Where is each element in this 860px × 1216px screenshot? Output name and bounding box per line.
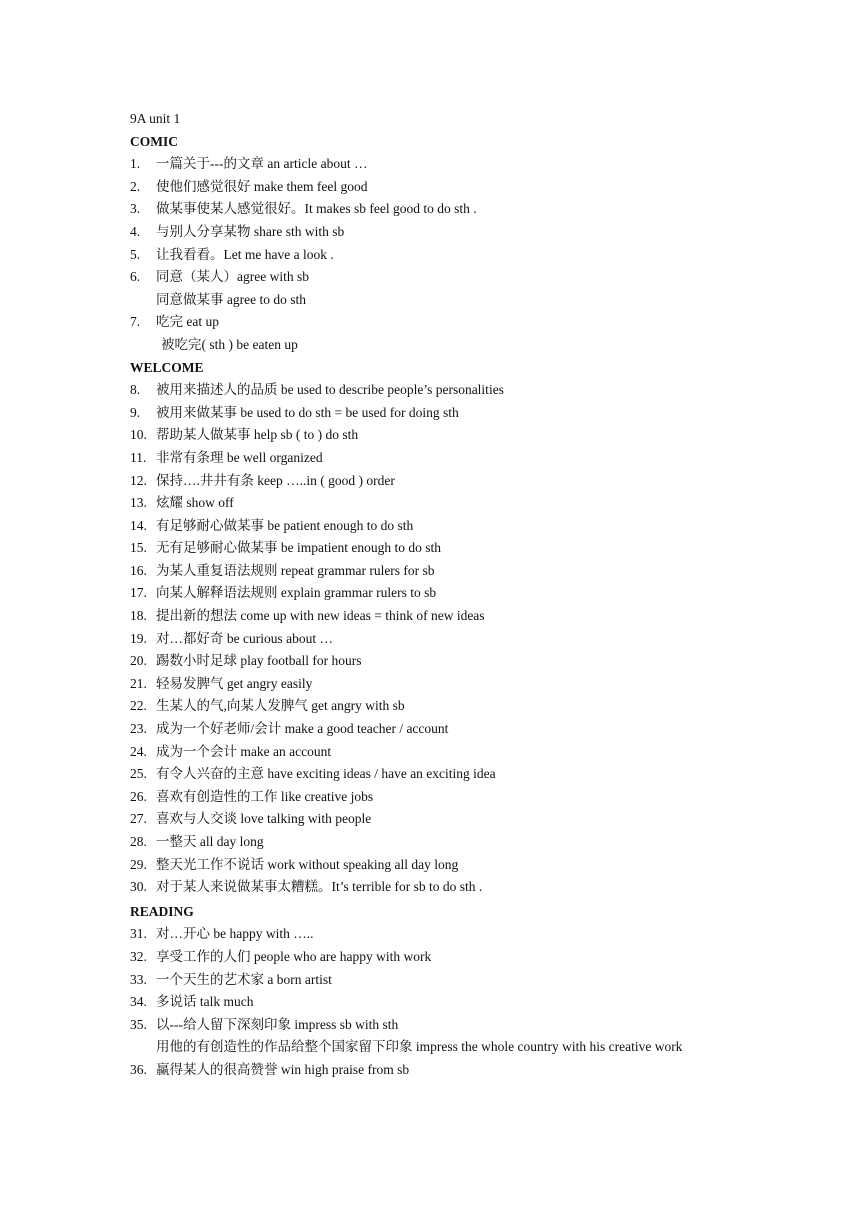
item-text: 轻易发脾气 get angry easily (156, 675, 313, 691)
item-number: 17. (130, 585, 147, 601)
item-text: 成为一个好老师/会计 make a good teacher / account (156, 721, 449, 737)
item-subline: 同意做某事 agree to do sth (156, 291, 306, 307)
item-number: 5. (130, 246, 141, 262)
item-number: 6. (130, 269, 141, 285)
item-text: 为某人重复语法规则 repeat grammar rulers for sb (156, 562, 435, 578)
item-number: 31. (130, 926, 147, 942)
item-number: 27. (130, 811, 147, 827)
item-text: 对…都好奇 be curious about … (156, 630, 333, 646)
item-subline: 被吃完( sth ) be eaten up (161, 336, 298, 352)
list-item (130, 1059, 740, 1082)
item-text: 成为一个会计 make an account (156, 743, 332, 759)
list-item (130, 221, 740, 244)
item-text: 赢得某人的很高赞誉 win high praise from sb (156, 1061, 410, 1077)
list-item (130, 969, 740, 992)
list-item (130, 808, 740, 831)
item-number: 18. (130, 608, 147, 624)
item-text: 享受工作的人们 people who are happy with work (156, 948, 432, 964)
list-item (130, 673, 740, 696)
list-item (130, 786, 740, 809)
item-number: 3. (130, 201, 141, 217)
list-item (130, 537, 740, 560)
item-number: 33. (130, 971, 147, 987)
section-heading-welcome: WELCOME (130, 359, 204, 375)
item-text: 一整天 all day long (156, 834, 264, 849)
list-item (130, 831, 740, 854)
item-text: 同意（某人）agree with sb (156, 269, 309, 285)
item-text: 喜欢有创造性的工作 like creative jobs (156, 788, 374, 804)
list-item (130, 424, 740, 447)
item-number: 19. (130, 630, 147, 646)
list-item (130, 650, 740, 673)
item-number: 20. (130, 653, 147, 669)
item-text: 被用来做某事 be used to do sth = be used for doing sth (156, 404, 459, 420)
item-text: 使他们感觉很好 make them feel good (156, 178, 368, 194)
list-item (130, 923, 740, 946)
item-text: 被用来描述人的品质 be used to describe people’s personalities (156, 382, 504, 398)
item-number: 7. (130, 314, 141, 330)
item-number: 1. (130, 156, 141, 172)
item-text: 吃完 eat up (156, 314, 219, 330)
item-text: 有令人兴奋的主意 have exciting ideas / have an exciting idea (156, 766, 496, 782)
item-number: 10. (130, 427, 147, 443)
item-number: 2. (130, 178, 141, 194)
item-number: 35. (130, 1016, 147, 1032)
list-item (130, 492, 740, 515)
item-number: 24. (130, 743, 147, 759)
comic-list (130, 153, 740, 356)
list-item (130, 582, 740, 605)
list-item (130, 176, 740, 199)
item-number: 32. (130, 948, 147, 964)
item-text: 整天光工作不说话 work without speaking all day long (156, 856, 459, 872)
item-text: 对…开心 be happy with ….. (156, 926, 314, 942)
item-text: 向某人解释语法规则 explain grammar rulers to sb (156, 585, 437, 601)
list-item (130, 854, 740, 877)
item-number: 9. (130, 404, 141, 420)
list-item (130, 946, 740, 969)
item-text: 一个天生的艺术家 a born artist (156, 971, 332, 987)
item-number: 15. (130, 540, 147, 556)
list-item (130, 266, 740, 289)
item-text: 让我看看。Let me have a look . (156, 246, 334, 262)
item-text: 提出新的想法 come up with new ideas = think of new ideas (156, 608, 485, 624)
item-text: 无有足够耐心做某事 be impatient enough to do sth (156, 540, 441, 556)
item-text: 有足够耐心做某事 be patient enough to do sth (156, 517, 414, 533)
list-item (130, 560, 740, 583)
welcome-list (130, 379, 740, 899)
list-item (130, 153, 740, 176)
item-text: 一篇关于---的文章 an article about … (156, 156, 368, 172)
item-number: 11. (130, 449, 147, 465)
item-text: 以---给人留下深刻印象 impress sb with sth (156, 1016, 399, 1032)
list-item (130, 198, 740, 221)
list-item (130, 991, 740, 1014)
list-item (130, 515, 740, 538)
list-item (130, 695, 740, 718)
item-text: 踢数小时足球 play football for hours (156, 653, 362, 669)
item-number: 8. (130, 382, 141, 398)
item-number: 12. (130, 472, 147, 488)
item-number: 22. (130, 698, 147, 714)
item-text: 保持….井井有条 keep …..in ( good ) order (156, 472, 395, 488)
list-item (130, 402, 740, 425)
list-item (130, 876, 740, 899)
item-number: 14. (130, 517, 147, 533)
item-text: 生某人的气,向某人发脾气 get angry with sb (156, 698, 405, 714)
document-title: 9A unit 1 (130, 111, 181, 126)
item-number: 30. (130, 879, 147, 895)
list-item (130, 605, 740, 628)
item-text: 喜欢与人交谈 love talking with people (156, 811, 372, 827)
list-item (130, 379, 740, 402)
section-heading-reading: READING (130, 903, 194, 919)
document-body (130, 108, 740, 1082)
list-item (130, 470, 740, 493)
list-item (130, 763, 740, 786)
list-item (130, 718, 740, 741)
list-item (130, 311, 740, 334)
item-number: 21. (130, 675, 147, 691)
item-number: 34. (130, 994, 147, 1010)
item-text: 多说话 talk much (156, 994, 254, 1010)
item-text: 非常有条理 be well organized (156, 449, 323, 465)
item-number: 13. (130, 495, 147, 511)
item-text: 做某事使某人感觉很好。It makes sb feel good to do sth . (156, 201, 477, 217)
item-subline: 用他的有创造性的作品给整个国家留下印象 impress the whole country with his creative work (156, 1039, 683, 1055)
section-heading-comic: COMIC (130, 133, 178, 149)
item-number: 26. (130, 788, 147, 804)
reading-list (130, 923, 740, 1081)
item-text: 与别人分享某物 share sth with sb (156, 223, 345, 239)
list-item (130, 628, 740, 651)
item-text: 对于某人来说做某事太糟糕。It’s terrible for sb to do sth . (156, 879, 483, 895)
list-item (130, 244, 740, 267)
item-number: 23. (130, 721, 147, 737)
item-text: 帮助某人做某事 help sb ( to ) do sth (156, 427, 359, 443)
item-number: 29. (130, 856, 147, 872)
item-number: 25. (130, 766, 147, 782)
list-item (130, 741, 740, 764)
item-number: 4. (130, 223, 141, 239)
item-number: 16. (130, 562, 147, 578)
item-number: 36. (130, 1061, 147, 1077)
item-number: 28. (130, 834, 147, 849)
list-item (130, 447, 740, 470)
item-text: 炫耀 show off (156, 495, 234, 511)
list-item (130, 1014, 740, 1037)
